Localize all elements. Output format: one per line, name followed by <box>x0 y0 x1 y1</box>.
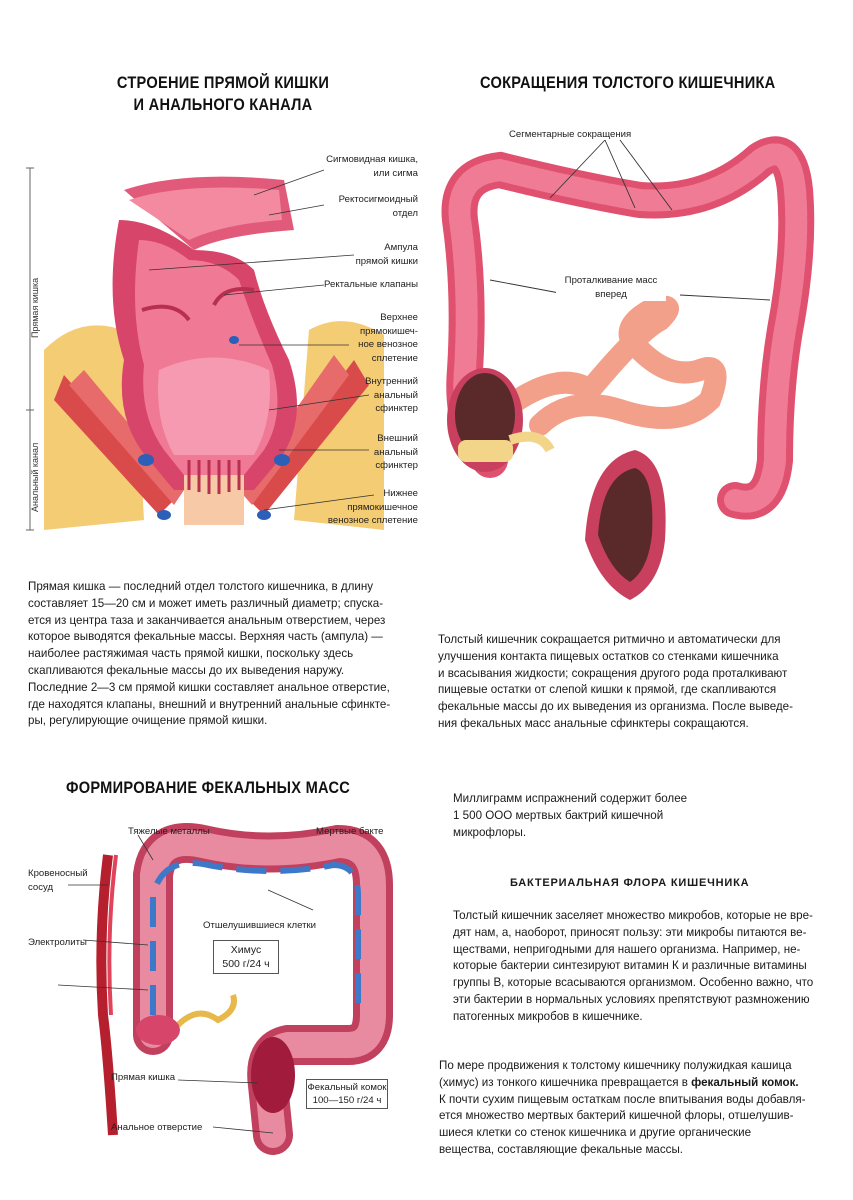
label-rectum-small: Прямая кишка <box>111 1072 176 1083</box>
fecal-lump-term: фекальный комок. <box>691 1075 799 1089</box>
bacteria-text: Толстый кишечник заселяет множество микробов, которые не вре- дят нам, а, наоборот, приносят пользу: эти микробы питаются ве- ществами, непригодными для нашего организма. Например, не- которые бактерии синтезируют витамин К и различные витамины группы В, которые всасываются организмом. Особенно важно, что эти бактерии в нормальных условиях препятствуют размножению патогенных микробов в кишечнике. <box>453 909 814 1023</box>
label-dead-bacteria: Мертвые бакте <box>316 826 384 837</box>
bacteria-title: БАКТЕРИАЛЬНАЯ ФЛОРА КИШЕЧНИКА <box>510 877 750 889</box>
label-electrolytes: Электролиты <box>28 937 87 948</box>
rectum-title <box>107 72 339 116</box>
label-segmental: Сегментарные сокращения <box>509 129 632 140</box>
rectum-text: Прямая кишка — последний отдел толстого кишечника, в длину составляет 15—20 см и может иметь различный диаметр; спуска- ется из центра таза и заканчивается анальным отверстием, через которое выводятся фекальные массы. Верхняя часть (ампула) — наиболее растяжимая часть прямой кишки, поскольку здесь скапливаются фекальные массы до их выведения наружу. Последние 2—3 см прямой кишки составляет анальное отверстие, где находятся клапаны, внешний и внутренний анальные сфинкте- ры, регулирующие очищение прямой кишки. <box>28 580 391 728</box>
label-internal-sphincter: Внутренний анальный сфинктер <box>365 376 418 415</box>
label-ampulla: Ампула прямой кишки <box>355 242 418 267</box>
rectum-title-line2: И АНАЛЬНОГО КАНАЛА <box>133 95 313 114</box>
label-external-sphincter: Внешний анальный сфинктер <box>373 433 418 472</box>
side-label-anal: Анальный канал <box>30 442 40 512</box>
fecal-lump-box: Фекальный комок 100—150 г/24 ч <box>306 1079 388 1109</box>
label-rectal-valves: Ректальные клапаны <box>324 279 418 290</box>
label-anus: Анальное отверстие <box>111 1122 203 1133</box>
label-rectosigmoid: Ректосигмоидный отдел <box>338 194 418 219</box>
colon-illustration-svg <box>440 130 820 620</box>
final-line-2: (химус) из тонкого кишечника превращается в фекальный комок. <box>439 1075 799 1089</box>
bacteria-intro: Миллиграмм испражнений содержит более 1 500 ООО мертвых бактрий кишечной микрофлоры. <box>453 792 688 839</box>
colon-title: СОКРАЩЕНИЯ ТОЛСТОГО КИШЕЧНИКА <box>480 73 776 92</box>
label-upper-plexus: Верхнее прямокишеч- ное венозное сплетение <box>358 312 418 364</box>
rectum-title-line1: СТРОЕНИЕ ПРЯМОЙ КИШКИ <box>116 73 330 92</box>
final-text: По мере продвижения к толстому кишечнику полужидкая кашица (химус) из тонкого кишечника превращается в фекальный комок. К почти сухим пищевым остаткам после впитывания воды добавля- ется множество мертвых бактерий кишечной флоры, отшелушив- шиеся клетки со стенок кишечника и другие органические вещества, составляющие фекальные массы. <box>439 1058 839 1159</box>
colon-illustration <box>440 130 820 620</box>
colon-text: Толстый кишечник сокращается ритмично и автоматически для улучшения контакта пищевых остатков со стенками кишечника и всасывания жидкости; сокращения другого рода проталкивают пищевые остатки от слепой кишки к прямой, где скапливаются фекальные массы до их выведения из организма. После выведе- ния фекальных масс анальные сфинктеры сокращаются. <box>438 633 793 730</box>
feces-title: ФОРМИРОВАНИЕ ФЕКАЛЬНЫХ МАСС <box>66 778 351 797</box>
label-blood-vessel: Кровеносный сосуд <box>28 868 88 893</box>
chyme-box: Химус 500 г/24 ч <box>213 940 279 974</box>
label-shed-cells: Отшелушившиеся клетки <box>203 920 317 931</box>
label-heavy-metals: Тяжелые металлы <box>128 826 210 837</box>
label-push-forward: Проталкивание масс вперед <box>556 274 666 301</box>
label-sigmoid: Сигмовидная кишка, или сигма <box>326 154 418 179</box>
side-label-rectum: Прямая кишка <box>30 277 40 338</box>
label-lower-plexus: Нижнее прямокишечное венозное сплетение <box>327 488 418 527</box>
